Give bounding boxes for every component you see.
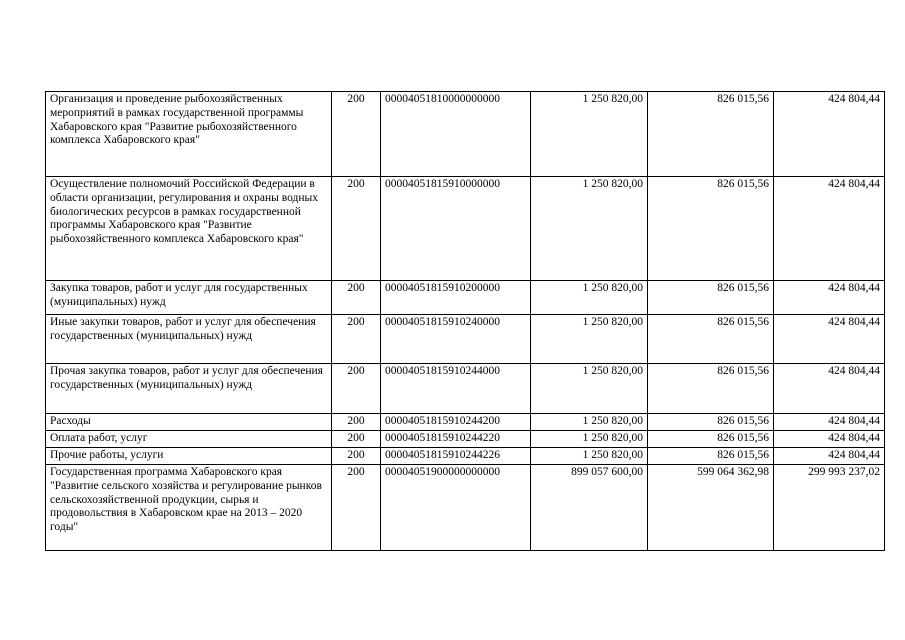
row-approved: 899 057 600,00	[531, 465, 648, 551]
row-executed: 599 064 362,98	[648, 465, 774, 551]
row-classification: 00004051815910200000	[381, 281, 531, 315]
table-row	[46, 177, 885, 281]
row-code: 200	[332, 92, 381, 177]
row-name: Закупка товаров, работ и услуг для государственных (муниципальных) нужд	[46, 281, 332, 315]
row-executed: 826 015,56	[648, 431, 774, 448]
row-name: Организация и проведение рыбохозяйственных мероприятий в рамках государственной программы Хабаровского края "Развитие рыбохозяйственного комплекса Хабаровского края"	[46, 92, 332, 177]
row-classification: 00004051815910244220	[381, 431, 531, 448]
row-code: 200	[332, 414, 381, 431]
row-executed: 826 015,56	[648, 364, 774, 414]
table-row	[46, 414, 885, 431]
row-classification: 00004051815910244000	[381, 364, 531, 414]
row-code: 200	[332, 315, 381, 364]
row-unexecuted: 424 804,44	[774, 92, 885, 177]
table-row	[46, 315, 885, 364]
row-name: Прочие работы, услуги	[46, 448, 332, 465]
row-name: Расходы	[46, 414, 332, 431]
table-row	[46, 431, 885, 448]
row-code: 200	[332, 281, 381, 315]
row-classification: 00004051815910000000	[381, 177, 531, 281]
row-executed: 826 015,56	[648, 281, 774, 315]
row-name: Государственная программа Хабаровского края "Развитие сельского хозяйства и регулирование рынков сельскохозяйственной продукции, сырья и продовольствия в Хабаровском крае на 2013 – 2020 годы"	[46, 465, 332, 551]
row-classification: 00004051810000000000	[381, 92, 531, 177]
row-name: Прочая закупка товаров, работ и услуг для обеспечения государственных (муниципальных) нужд	[46, 364, 332, 414]
table-row	[46, 281, 885, 315]
row-unexecuted: 424 804,44	[774, 177, 885, 281]
row-executed: 826 015,56	[648, 92, 774, 177]
row-approved: 1 250 820,00	[531, 92, 648, 177]
row-approved: 1 250 820,00	[531, 281, 648, 315]
table-row	[46, 364, 885, 414]
row-unexecuted: 424 804,44	[774, 414, 885, 431]
row-name: Оплата работ, услуг	[46, 431, 332, 448]
row-approved: 1 250 820,00	[531, 315, 648, 364]
row-unexecuted: 424 804,44	[774, 431, 885, 448]
row-executed: 826 015,56	[648, 315, 774, 364]
table-row	[46, 448, 885, 465]
row-approved: 1 250 820,00	[531, 364, 648, 414]
row-unexecuted: 424 804,44	[774, 281, 885, 315]
row-code: 200	[332, 177, 381, 281]
row-approved: 1 250 820,00	[531, 177, 648, 281]
row-code: 200	[332, 364, 381, 414]
row-approved: 1 250 820,00	[531, 431, 648, 448]
row-classification: 00004051815910240000	[381, 315, 531, 364]
budget-execution-table	[45, 91, 885, 551]
row-approved: 1 250 820,00	[531, 414, 648, 431]
row-classification: 00004051815910244200	[381, 414, 531, 431]
row-unexecuted: 299 993 237,02	[774, 465, 885, 551]
row-code: 200	[332, 431, 381, 448]
row-executed: 826 015,56	[648, 448, 774, 465]
row-code: 200	[332, 465, 381, 551]
row-executed: 826 015,56	[648, 414, 774, 431]
row-name: Иные закупки товаров, работ и услуг для обеспечения государственных (муниципальных) нужд	[46, 315, 332, 364]
row-name: Осуществление полномочий Российской Федерации в области организации, регулирования и охраны водных биологических ресурсов в рамках государственной программы Хабаровского края "Развитие рыбохозяйственного комплекса Хабаровского края"	[46, 177, 332, 281]
row-classification: 00004051900000000000	[381, 465, 531, 551]
row-executed: 826 015,56	[648, 177, 774, 281]
table-row	[46, 465, 885, 551]
row-unexecuted: 424 804,44	[774, 315, 885, 364]
table-row	[46, 92, 885, 177]
row-code: 200	[332, 448, 381, 465]
row-classification: 00004051815910244226	[381, 448, 531, 465]
row-approved: 1 250 820,00	[531, 448, 648, 465]
row-unexecuted: 424 804,44	[774, 448, 885, 465]
row-unexecuted: 424 804,44	[774, 364, 885, 414]
